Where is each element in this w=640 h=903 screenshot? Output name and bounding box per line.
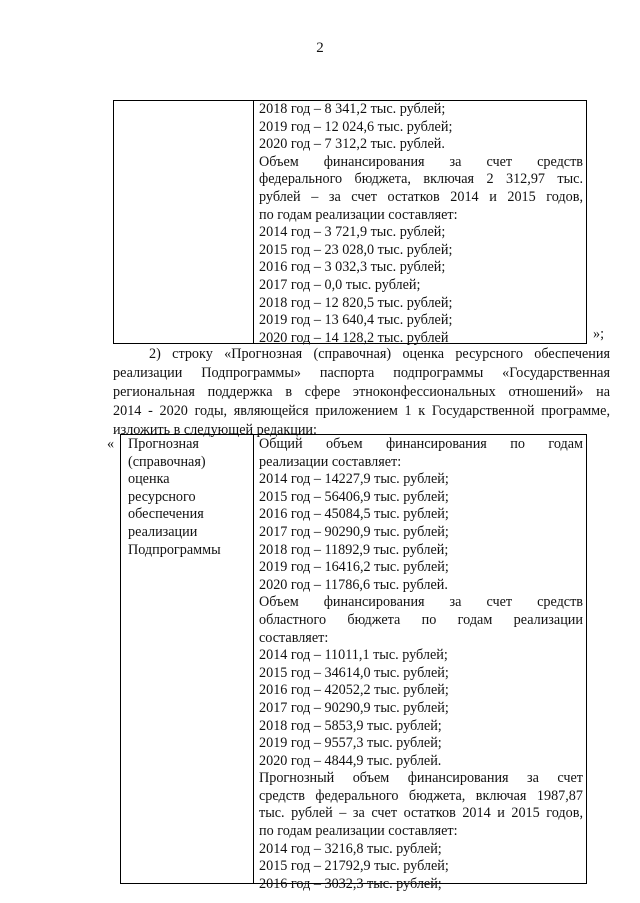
table-line: 2020 год – 7 312,2 тыс. рублей. xyxy=(259,136,445,153)
paragraph-line: 2) строку «Прогнозная (справочная) оценка ресурсного обеспечения xyxy=(149,346,610,362)
table-line: 2020 год – 14 128,2 тыс. рублей xyxy=(259,329,449,346)
table-line: тыс. рублей – за счет остатков 2014 и 2015 годов, xyxy=(259,805,583,822)
table-line: составляет: xyxy=(259,629,329,646)
table-line: Прогнозный объем финансирования за счет xyxy=(259,770,583,787)
table-line: 2018 год – 11892,9 тыс. рублей; xyxy=(259,541,449,558)
table-line: рублей – за счет остатков 2014 и 2015 годов, xyxy=(259,188,583,205)
table-line: 2018 год – 5853,9 тыс. рублей; xyxy=(259,717,442,734)
table-line: 2020 год – 11786,6 тыс. рублей. xyxy=(259,576,448,593)
row-header-line: (справочная) xyxy=(128,453,206,470)
paragraph-line: реализации Подпрограммы» паспорта подпрограммы «Государственная xyxy=(113,365,610,381)
table-line: 2014 год – 14227,9 тыс. рублей; xyxy=(259,471,449,488)
table-column-divider xyxy=(253,101,254,343)
table-line: Общий объем финансирования по годам xyxy=(259,436,583,452)
table-line: 2015 год – 56406,9 тыс. рублей; xyxy=(259,488,449,505)
table-line: 2015 год – 23 028,0 тыс. рублей; xyxy=(259,241,453,258)
table-line: федерального бюджета, включая 2 312,97 тыс. xyxy=(259,171,583,188)
table-line: 2020 год – 4844,9 тыс. рублей. xyxy=(259,752,442,769)
table-line: 2016 год – 45084,5 тыс. рублей; xyxy=(259,506,449,523)
table-line: 2016 год – 3032,3 тыс. рублей; xyxy=(259,875,442,892)
table1-right-cell xyxy=(259,101,583,347)
table-line: 2015 год – 34614,0 тыс. рублей; xyxy=(259,664,449,681)
table2-left-cell xyxy=(128,436,248,559)
table-line: 2019 год – 12 024,6 тыс. рублей; xyxy=(259,118,453,135)
row-header-line: обеспечения xyxy=(128,506,204,523)
table-line: Объем финансирования за счет средств xyxy=(259,594,583,611)
row-header-line: реализации xyxy=(128,523,198,540)
opening-quote: « xyxy=(107,436,115,452)
amendment-paragraph xyxy=(113,345,610,440)
table-line: 2014 год – 11011,1 тыс. рублей; xyxy=(259,647,448,664)
table-line: 2016 год – 42052,2 тыс. рублей; xyxy=(259,682,449,699)
table-line: средств федерального бюджета, включая 1987,87 xyxy=(259,787,583,804)
row-header-line: ресурсного xyxy=(128,488,196,505)
row-header-line: Подпрограммы xyxy=(128,541,221,558)
table-line: реализации составляет: xyxy=(259,453,402,470)
paragraph-line: изложить в следующей редакции: xyxy=(113,422,317,438)
row-header-line: оценка xyxy=(128,471,170,488)
table-line: Объем финансирования за счет средств xyxy=(259,153,583,170)
paragraph-line: 2014 - 2020 годы, являющейся приложением 1 к Государственной программе, xyxy=(113,403,610,419)
table2-right-cell xyxy=(259,436,583,893)
table-line: по годам реализации составляет: xyxy=(259,206,458,223)
table-line: 2017 год – 90290,9 тыс. рублей; xyxy=(259,523,449,540)
table-line: 2017 год – 90290,9 тыс. рублей; xyxy=(259,699,449,716)
table-column-divider xyxy=(253,435,254,883)
table-line: 2016 год – 3 032,3 тыс. рублей; xyxy=(259,259,446,276)
table-line: 2017 год – 0,0 тыс. рублей; xyxy=(259,276,421,293)
closing-quote: »; xyxy=(593,326,605,342)
table-line: 2018 год – 12 820,5 тыс. рублей; xyxy=(259,294,453,311)
table-line: 2014 год – 3 721,9 тыс. рублей; xyxy=(259,224,446,241)
table-line: 2014 год – 3216,8 тыс. рублей; xyxy=(259,840,442,857)
table-line: областного бюджета по годам реализации xyxy=(259,611,583,628)
row-header-line: Прогнозная xyxy=(128,436,199,452)
table-line: 2019 год – 16416,2 тыс. рублей; xyxy=(259,559,449,576)
table-line: 2018 год – 8 341,2 тыс. рублей; xyxy=(259,101,446,117)
table-line: 2019 год – 13 640,4 тыс. рублей; xyxy=(259,312,453,329)
page-number: 2 xyxy=(316,40,324,56)
table-line: по годам реализации составляет: xyxy=(259,823,458,840)
table-line: 2019 год – 9557,3 тыс. рублей; xyxy=(259,735,442,752)
table-line: 2015 год – 21792,9 тыс. рублей; xyxy=(259,858,449,875)
paragraph-line: региональная поддержка в сфере этноконфессиональных отношений» на xyxy=(113,384,610,400)
